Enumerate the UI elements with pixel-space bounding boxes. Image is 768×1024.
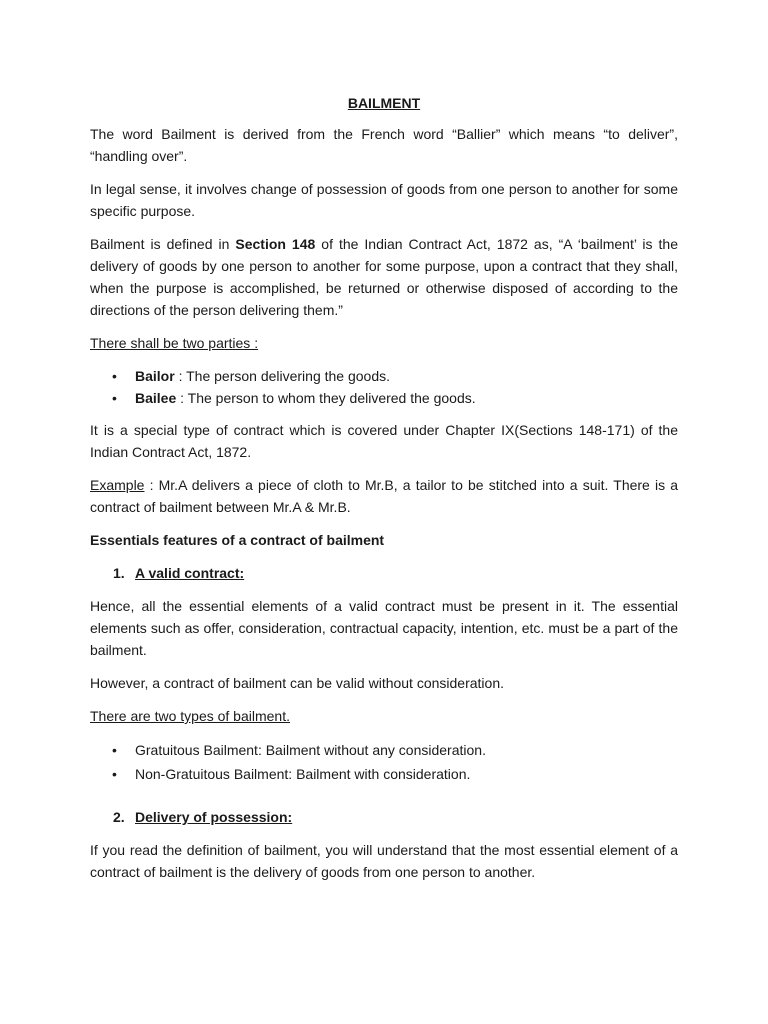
paragraph-special-type: It is a special type of contract which is covered under Chapter IX(Sections 148-171) of the Indian Contract Act, 1872.	[90, 422, 678, 460]
paragraph-example	[90, 474, 678, 518]
numbered-heading-valid-contract	[90, 562, 678, 584]
types-heading	[90, 705, 678, 727]
definition-suffix: of the Indian Contract Act, 1872 as, “A ‘bailment’ is the delivery of goods by one person to another for some purpose, upon a contract that they shall, when the purpose is accomplished, be returned or otherwise disposed of according to the directions of the person delivering them.”	[90, 236, 678, 318]
paragraph-definition	[90, 233, 678, 321]
parties-heading-text: There shall be two parties :	[90, 335, 259, 351]
paragraph-valid-contract: Hence, all the essential elements of a valid contract must be present in it. The essential elements such as offer, consideration, contractual capacity, intention, etc. must be a part of the bailment.	[90, 598, 678, 658]
document-page	[90, 92, 678, 894]
bullet-icon: •	[112, 766, 117, 782]
definition-prefix: Bailment is defined in	[90, 236, 236, 252]
item-label: A valid contract:	[135, 565, 245, 581]
bullet-icon: •	[112, 390, 117, 406]
parties-list	[90, 365, 678, 409]
types-list	[90, 738, 678, 786]
definition-section: Section 148	[235, 236, 316, 252]
party-desc: : The person delivering the goods.	[174, 368, 391, 384]
party-desc: : The person to whom they delivered the goods.	[176, 390, 476, 406]
list-item	[112, 387, 678, 409]
list-item	[112, 365, 678, 387]
parties-heading	[90, 332, 678, 354]
paragraph-without-consideration: However, a contract of bailment can be valid without consideration.	[90, 675, 505, 691]
type-text: Gratuitous Bailment: Bailment without any consideration.	[135, 742, 486, 758]
example-label: Example	[90, 477, 145, 493]
numbered-heading-delivery	[90, 806, 678, 828]
types-heading-text: There are two types of bailment.	[90, 708, 290, 724]
bullet-icon: •	[112, 742, 117, 758]
party-term: Bailor	[135, 368, 175, 384]
essentials-heading: Essentials features of a contract of bailment	[90, 532, 385, 548]
item-number: 2.	[113, 809, 125, 825]
type-text: Non-Gratuitous Bailment: Bailment with consideration.	[135, 766, 471, 782]
paragraph-derivation: The word Bailment is derived from the French word “Ballier” which means “to deliver”, “handling over”.	[90, 126, 678, 164]
document-title: BAILMENT	[347, 95, 421, 111]
party-term: Bailee	[135, 390, 177, 406]
item-label: Delivery of possession:	[135, 809, 293, 825]
bullet-icon: •	[112, 368, 117, 384]
list-item	[112, 762, 678, 786]
item-number: 1.	[113, 565, 125, 581]
paragraph-delivery: If you read the definition of bailment, you will understand that the most essential element of a contract of bailment is the delivery of goods from one person to another.	[90, 842, 678, 880]
example-text: : Mr.A delivers a piece of cloth to Mr.B, a tailor to be stitched into a suit. There is a contract of bailment between Mr.A & Mr.B.	[90, 477, 678, 515]
paragraph-legal-sense: In legal sense, it involves change of possession of goods from one person to another for some specific purpose.	[90, 181, 678, 219]
spacer	[90, 796, 678, 806]
list-item	[112, 738, 678, 762]
